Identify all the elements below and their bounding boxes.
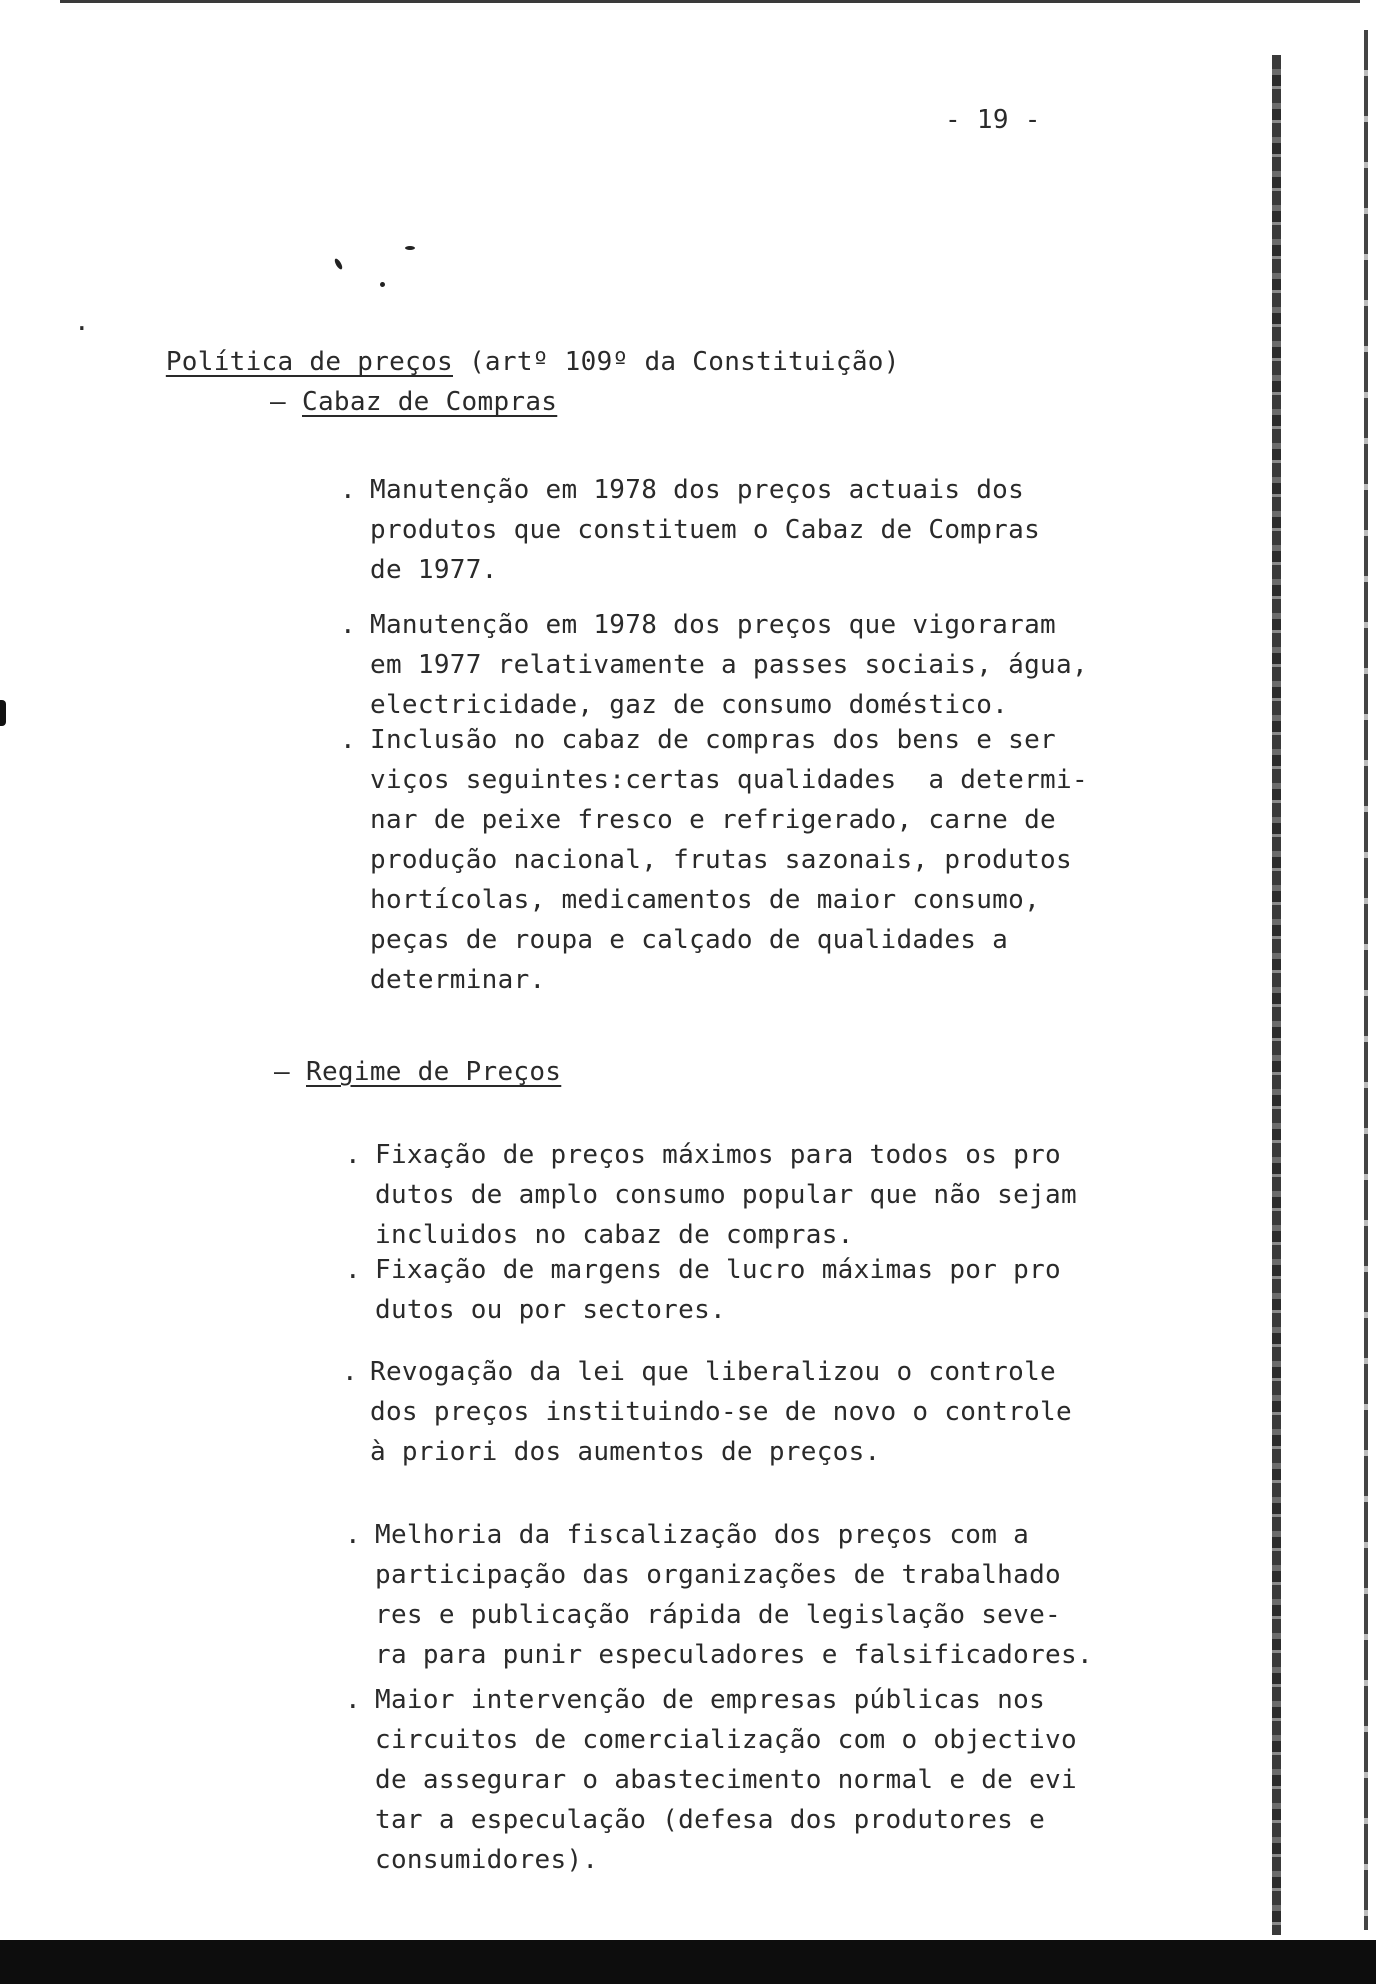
heading-rest: (artº 109º da Constituição) bbox=[453, 347, 900, 377]
item-line: dutos de amplo consumo popular que não sejam bbox=[375, 1180, 1077, 1210]
scan-right-edge bbox=[1272, 55, 1281, 1935]
item-line: incluidos no cabaz de compras. bbox=[375, 1220, 854, 1250]
item-line: Fixação de preços máximos para todos os pro bbox=[375, 1140, 1061, 1170]
item-line: produção nacional, frutas sazonais, produtos bbox=[370, 845, 1072, 875]
list-bullet: . bbox=[345, 1140, 361, 1170]
item-line: dos preços instituindo-se de novo o controle bbox=[370, 1397, 1072, 1427]
item-line: consumidores). bbox=[375, 1845, 599, 1875]
item-line: de assegurar o abastecimento normal e de evi bbox=[375, 1765, 1077, 1795]
list-item bbox=[375, 1515, 1135, 1675]
ink-speck bbox=[380, 282, 385, 287]
item-line: Manutenção em 1978 dos preços actuais dos bbox=[370, 475, 1025, 505]
item-line: de 1977. bbox=[370, 555, 498, 585]
item-line: Revogação da lei que liberalizou o controle bbox=[370, 1357, 1056, 1387]
item-line: Maior intervenção de empresas públicas nos bbox=[375, 1685, 1046, 1715]
list-item bbox=[375, 1250, 1135, 1330]
item-line: determinar. bbox=[370, 965, 546, 995]
scan-right-edge-outer bbox=[1364, 30, 1368, 1930]
heading-bullet: . bbox=[74, 307, 90, 337]
list-bullet: . bbox=[342, 1357, 358, 1387]
item-line: circuitos de comercialização com o objectivo bbox=[375, 1725, 1077, 1755]
section1-dash: – bbox=[270, 387, 286, 417]
item-line: produtos que constituem o Cabaz de Compras bbox=[370, 515, 1041, 545]
item-line: Inclusão no cabaz de compras dos bens e ser bbox=[370, 725, 1056, 755]
heading-title: Política de preços bbox=[165, 347, 453, 377]
scan-bottom-edge bbox=[0, 1940, 1376, 1984]
list-bullet: . bbox=[345, 1520, 361, 1550]
item-line: em 1977 relativamente a passes sociais, água, bbox=[370, 650, 1088, 680]
list-item bbox=[375, 1680, 1135, 1880]
list-item bbox=[370, 720, 1130, 1000]
section1-title: Cabaz de Compras bbox=[302, 387, 558, 417]
ink-speck bbox=[405, 246, 415, 250]
section2-title: Regime de Preços bbox=[306, 1057, 562, 1087]
item-line: peças de roupa e calçado de qualidades a bbox=[370, 925, 1009, 955]
section2-dash: – bbox=[274, 1057, 290, 1087]
page-number: - 19 - bbox=[945, 105, 1041, 135]
list-bullet: . bbox=[345, 1685, 361, 1715]
item-line: res e publicação rápida de legislação seve- bbox=[375, 1600, 1061, 1630]
list-bullet: . bbox=[340, 725, 356, 755]
list-item bbox=[370, 605, 1130, 725]
scan-left-mark bbox=[0, 700, 6, 726]
ink-speck bbox=[333, 258, 343, 271]
list-item bbox=[370, 470, 1130, 590]
list-item bbox=[375, 1135, 1135, 1255]
list-bullet: . bbox=[340, 610, 356, 640]
item-line: electricidade, gaz de consumo doméstico. bbox=[370, 690, 1009, 720]
list-bullet: . bbox=[340, 475, 356, 505]
list-bullet: . bbox=[345, 1255, 361, 1285]
item-line: nar de peixe fresco e refrigerado, carne de bbox=[370, 805, 1056, 835]
item-line: Melhoria da fiscalização dos preços com a bbox=[375, 1520, 1030, 1550]
item-line: ra para punir especuladores e falsificadores. bbox=[375, 1640, 1093, 1670]
list-item bbox=[370, 1352, 1130, 1472]
scan-top-edge bbox=[60, 0, 1360, 3]
item-line: Fixação de margens de lucro máximas por pro bbox=[375, 1255, 1061, 1285]
item-line: viços seguintes:certas qualidades a determi- bbox=[370, 765, 1088, 795]
item-line: participação das organizações de trabalhado bbox=[375, 1560, 1061, 1590]
item-line: dutos ou por sectores. bbox=[375, 1295, 726, 1325]
item-line: hortícolas, medicamentos de maior consumo, bbox=[370, 885, 1041, 915]
item-line: tar a especulação (defesa dos produtores e bbox=[375, 1805, 1046, 1835]
item-line: Manutenção em 1978 dos preços que vigoraram bbox=[370, 610, 1056, 640]
item-line: à priori dos aumentos de preços. bbox=[370, 1437, 881, 1467]
